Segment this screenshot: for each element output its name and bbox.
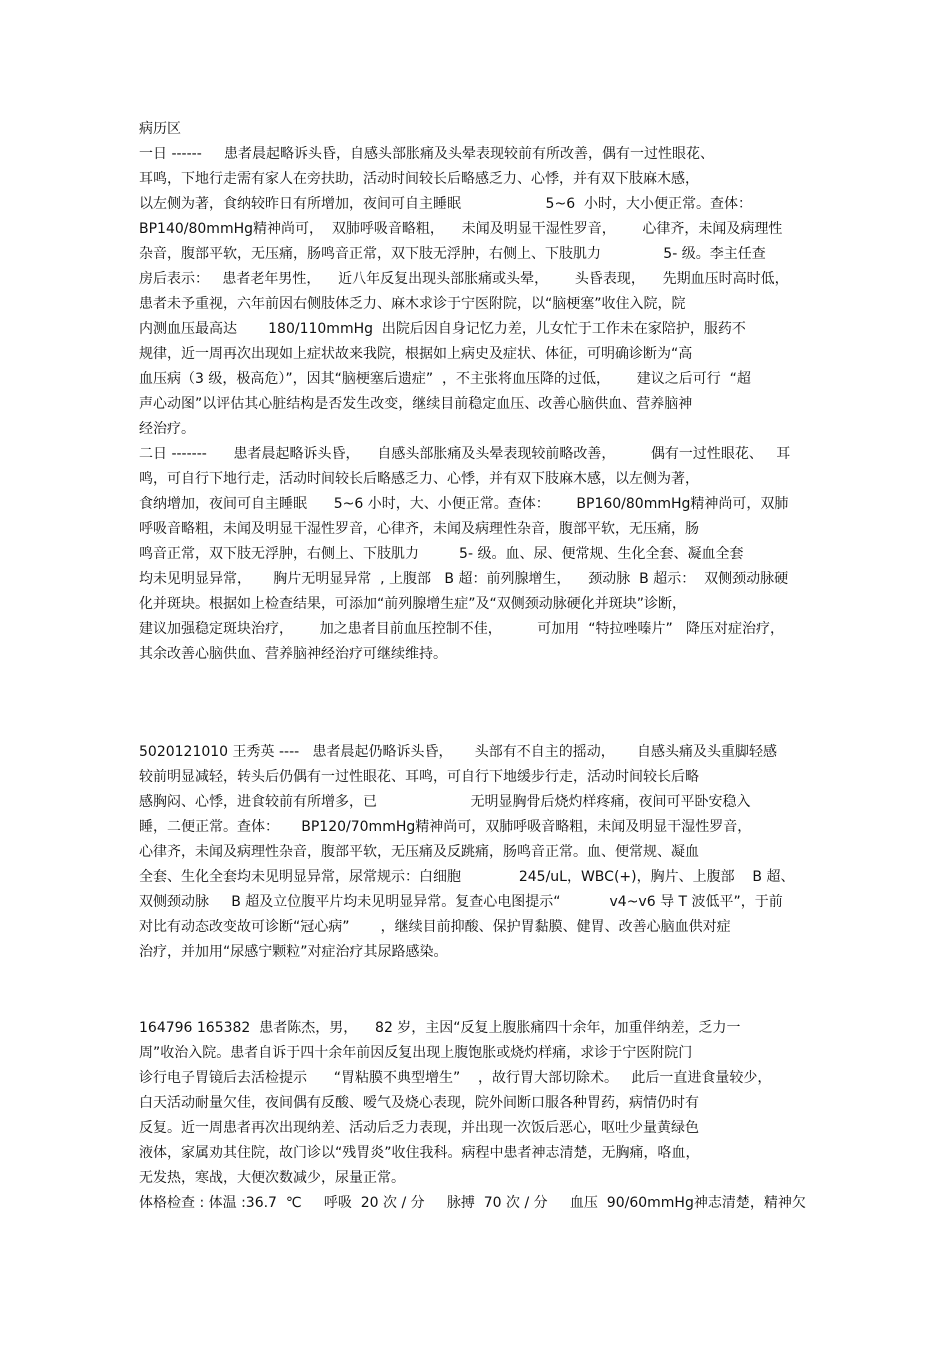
text-line: 诊行电子胃镜后去活检提示 “胃粘膜不典型增生” ，故行胃大部切除术。 此后一直进食量较少，: [139, 1070, 772, 1086]
text-line: 反复。近一周患者再次出现纳差、活动后乏力表现，并出现一次饭后恶心，呕吐少量黄绿色: [139, 1120, 699, 1136]
text-line: 睡，二便正常。查体： BP120/70mmHg精神尚可，双肺呼吸音略粗，未闻及明显干湿性罗音，: [139, 819, 752, 835]
text-line: 其余改善心脑供血、营养脑神经治疗可继续维持。: [139, 646, 447, 662]
text-line: 周”收治入院。患者自诉于四十余年前因反复出现上腹饱胀或烧灼样痛，求诊于宁医附院门: [139, 1045, 693, 1061]
text-line: 感胸闷、心悸，进食较前有所增多，已 无明显胸骨后烧灼样疼痛，夜间可平卧安稳入: [139, 794, 751, 810]
text-line: 164796 165382 患者陈杰，男， 82 岁，主因“反复上腹胀痛四十余年，加重伴纳差，乏力一: [139, 1020, 741, 1036]
text-line: 血压病（3 级，极高危）”，因其“脑梗塞后遗症” ，不主张将血压降的过低， 建议之后可行 “超: [139, 371, 751, 387]
text-line: 经治疗。: [139, 421, 195, 437]
text-line: 治疗，并加用“尿感宁颗粒”对症治疗其尿路感染。: [139, 944, 448, 960]
text-line: 均未见明显异常， 胸片无明显异常 , 上腹部 B 超：前列腺增生， 颈动脉 B 超示： 双侧颈动脉硬: [139, 571, 789, 587]
text-line: 声心动图”以评估其心脏结构是否发生改变，继续目前稳定血压、改善心脑供血、营养脑神: [139, 396, 693, 412]
text-line: 呼吸音略粗，未闻及明显干湿性罗音，心律齐，未闻及病理性杂音，腹部平软，无压痛，肠: [139, 521, 699, 537]
text-line: 无发热，寒战，大便次数减少，尿量正常。: [139, 1170, 405, 1186]
section-heading: 病历区: [139, 121, 181, 137]
text-line: 二日 ------- 患者晨起略诉头昏， 自感头部胀痛及头晕表现较前略改善， 偶有一过性眼花、 耳: [139, 446, 791, 462]
text-line: 一日 ------ 患者晨起略诉头昏，自感头部胀痛及头晕表现较前有所改善，偶有一过性眼花、: [139, 146, 715, 162]
text-line: 食纳增加，夜间可自主睡眠 5~6 小时，大、小便正常。查体： BP160/80mmHg精神尚可，双肺: [139, 496, 789, 512]
text-line: 房后表示： 患者老年男性， 近八年反复出现头部胀痛或头晕， 头昏表现， 先期血压时高时低，: [139, 271, 789, 287]
text-line: 鸣，可自行下地行走，活动时间较长后略感乏力、心悸，并有双下肢麻木感，以左侧为著，: [139, 471, 699, 487]
text-line: 内测血压最高达 180/110mmHg 出院后因自身记忆力差，儿女忙于工作未在家陪护，服药不: [139, 321, 746, 337]
text-line: 液体，家属劝其住院，故门诊以“残胃炎”收住我科。病程中患者神志清楚，无胸痛，咯血，: [139, 1145, 700, 1161]
text-line: 较前明显减轻，转头后仍偶有一过性眼花、耳鸣，可自行下地缓步行走，活动时间较长后略: [139, 769, 699, 785]
text-line: 建议加强稳定斑块治疗， 加之患者目前血压控制不佳， 可加用 “特拉唑嗪片” 降压对症治疗，: [139, 621, 785, 637]
text-line: 双侧颈动脉 B 超及立位腹平片均未见明显异常。复查心电图提示“ v4~v6 导 T 波低平”，于前: [139, 894, 783, 910]
text-line: 规律，近一周再次出现如上症状故来我院，根据如上病史及症状、体征，可明确诊断为“高: [139, 346, 693, 362]
text-line: BP140/80mmHg精神尚可， 双肺呼吸音略粗， 未闻及明显干湿性罗音， 心律齐，未闻及病理性: [139, 221, 783, 237]
text-line: 白天活动耐量欠佳，夜间偶有反酸、嗳气及烧心表现，院外间断口服各种胃药，病情仍时有: [139, 1095, 699, 1111]
text-line: 5020121010 王秀英 ---- 患者晨起仍略诉头昏， 头部有不自主的摇动， 自感头痛及头重脚轻感: [139, 744, 778, 760]
text-line: 对比有动态改变故可诊断“冠心病” ，继续目前抑酸、保护胃黏膜、健胃、改善心脑血供对症: [139, 919, 731, 935]
text-line: 全套、生化全套均未见明显异常，尿常规示：白细胞 245/uL，WBC(+)，胸片、上腹部 B 超、: [139, 869, 795, 885]
text-line: 以左侧为著，食纳较昨日有所增加，夜间可自主睡眠 5~6 小时，大小便正常。查体：: [139, 196, 752, 212]
text-line: 杂音，腹部平软，无压痛，肠鸣音正常，双下肢无浮肿，右侧上、下肢肌力 5- 级。李主任查: [139, 246, 766, 262]
text-line: 耳鸣，下地行走需有家人在旁扶助，活动时间较长后略感乏力、心悸，并有双下肢麻木感，: [139, 171, 699, 187]
text-line: 心律齐，未闻及病理性杂音，腹部平软，无压痛及反跳痛，肠鸣音正常。血、便常规、凝血: [139, 844, 699, 860]
text-line: 患者未予重视，六年前因右侧肢体乏力、麻木求诊于宁医附院，以“脑梗塞”收住入院，院: [139, 296, 686, 312]
text-line: 化并斑块。根据如上检查结果，可添加“前列腺增生症”及“双侧颈动脉硬化并斑块”诊断，: [139, 596, 687, 612]
text-line: 体格检查 : 体温 :36.7 ℃ 呼吸 20 次 / 分 脉搏 70 次 / 分 血压 90/60mmHg神志清楚，精神欠: [139, 1195, 806, 1211]
text-line: 鸣音正常，双下肢无浮肿，右侧上、下肢肌力 5- 级。血、尿、便常规、生化全套、凝血全套: [139, 546, 744, 562]
